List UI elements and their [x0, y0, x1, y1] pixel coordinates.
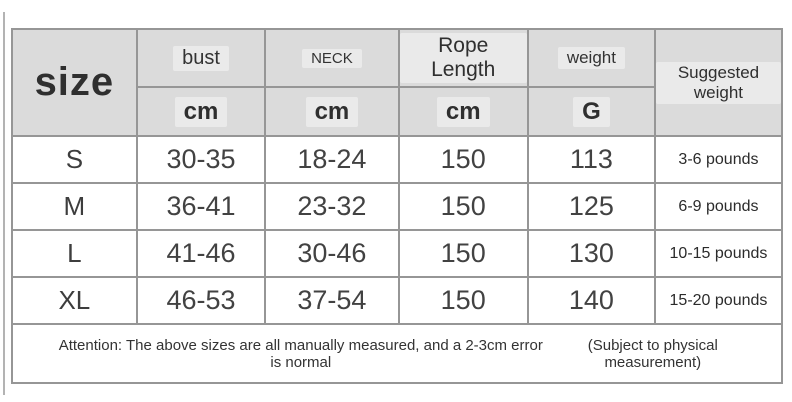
- page-edge-line: [3, 12, 5, 395]
- measurement-note: (Subject to physical measurement): [587, 336, 718, 371]
- bust-value: 36-41: [137, 183, 266, 230]
- neck-value: 23-32: [265, 183, 398, 230]
- rope-length-value: 150: [399, 183, 528, 230]
- table-row-xl: [12, 277, 782, 324]
- rope-length-value: 150: [399, 136, 528, 183]
- size-chart-table: [11, 28, 783, 384]
- header-weight: [528, 29, 655, 87]
- size-value: M: [12, 183, 137, 230]
- weight-unit-label: G: [573, 97, 610, 127]
- size-value: L: [12, 230, 137, 277]
- unit-weight: [528, 87, 655, 136]
- suggested-weight-value: 10-15 pounds: [655, 230, 782, 277]
- rope-length-header-label: Rope Length: [400, 33, 527, 83]
- bust-value: 30-35: [137, 136, 266, 183]
- table-row-l: [12, 230, 782, 277]
- suggested-weight-header-label: Suggested weight: [656, 62, 781, 104]
- bust-value: 41-46: [137, 230, 266, 277]
- header-bust: [137, 29, 266, 87]
- weight-value: 113: [528, 136, 655, 183]
- bust-value: 46-53: [137, 277, 266, 324]
- rope-length-unit-label: cm: [437, 97, 490, 127]
- footer-content: [13, 337, 781, 371]
- weight-value: 130: [528, 230, 655, 277]
- header-neck: [265, 29, 398, 87]
- rope-length-value: 150: [399, 230, 528, 277]
- suggested-weight-value: 6-9 pounds: [655, 183, 782, 230]
- unit-bust: [137, 87, 266, 136]
- size-header-label: size: [34, 60, 115, 104]
- rope-length-value: 150: [399, 277, 528, 324]
- weight-value: 125: [528, 183, 655, 230]
- bust-header-label: bust: [173, 46, 229, 71]
- size-value: XL: [12, 277, 137, 324]
- table-row-s: [12, 136, 782, 183]
- header-size: [12, 29, 137, 136]
- suggested-weight-value: 3-6 pounds: [655, 136, 782, 183]
- table-footer-row: [12, 324, 782, 383]
- unit-rope-length: [399, 87, 528, 136]
- neck-header-label: NECK: [302, 49, 362, 68]
- unit-neck: [265, 87, 398, 136]
- neck-value: 30-46: [265, 230, 398, 277]
- weight-value: 140: [528, 277, 655, 324]
- size-value: S: [12, 136, 137, 183]
- footer-cell: [12, 324, 782, 383]
- suggested-weight-value: 15-20 pounds: [655, 277, 782, 324]
- header-rope-length: [399, 29, 528, 87]
- bust-unit-label: cm: [175, 97, 228, 127]
- weight-header-label: weight: [558, 47, 625, 69]
- table-body: [12, 136, 782, 383]
- table-header: [12, 29, 782, 136]
- attention-note: Attention: The above sizes are all manually measured, and a 2-3cm error is normal: [58, 336, 543, 371]
- neck-unit-label: cm: [306, 97, 359, 127]
- neck-value: 37-54: [265, 277, 398, 324]
- neck-value: 18-24: [265, 136, 398, 183]
- table-row-m: [12, 183, 782, 230]
- header-suggested-weight: [655, 29, 782, 136]
